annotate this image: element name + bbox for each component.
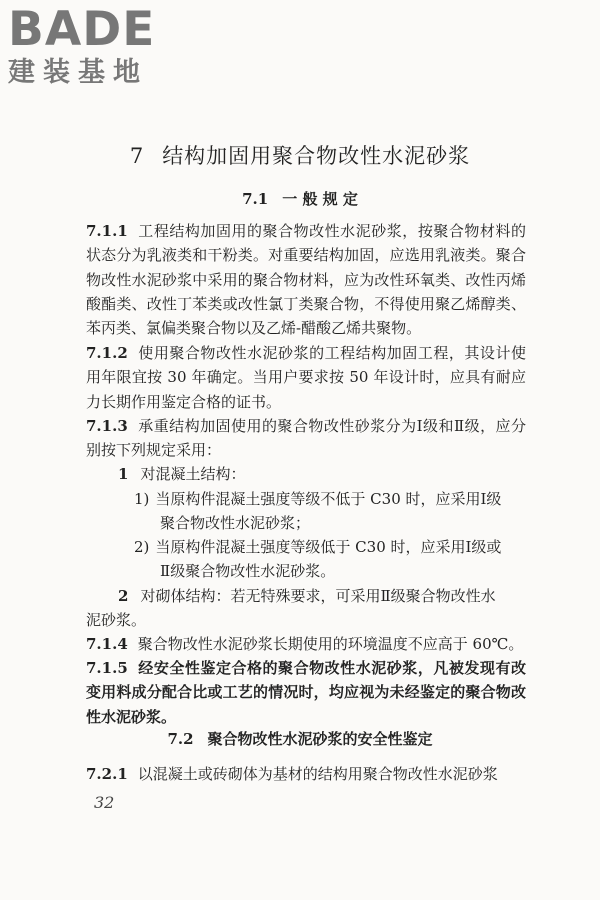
item-label: 2) [134,538,150,556]
section-number: 7.1 [242,190,269,208]
logo-letters: BADE [8,2,156,57]
list-item-1-2 [134,535,501,559]
item-text-line1: 对砌体结构：若无特殊要求，可采用Ⅱ级聚合物改性水 [140,587,496,605]
chapter-number: 7 [129,144,145,168]
clause-number: 7.2.1 [86,765,128,783]
item-text-line1: 当原构件混凝土强度等级不低于 C30 时，应采用Ⅰ级 [155,490,502,508]
section-title: 聚合物改性水泥砂浆的安全性鉴定 [207,730,433,748]
clause-text: 工程结构加固用的聚合物改性水泥砂浆，按聚合物材料的状态分为乳液类和干粉类。对重要结构加固，应选用乳液类。聚合物改性水泥砂浆中采用的聚合物材料，应为改性环氧类、改性丙烯酸酯类、改性丁苯类或改性氯丁类聚合物，不得使用聚乙烯醇类、苯丙类、氯偏类聚合物以及乙烯-醋酸乙烯共聚物。 [86,222,526,338]
clause-text: 使用聚合物改性水泥砂浆的工程结构加固工程，其设计使用年限宜按 30 年确定。当用户要求按 50 年设计时，应具有耐应力长期作用鉴定合格的证书。 [86,344,526,411]
list-item-2-cont [86,608,146,632]
clause-text: 承重结构加固使用的聚合物改性砂浆分为Ⅰ级和Ⅱ级，应分别按下列规定采用： [86,417,526,460]
clause-text: 聚合物改性水泥砂浆长期使用的环境温度不应高于 60℃。 [137,635,524,653]
clause-7-1-5 [86,656,526,729]
section-number: 7.2 [167,730,194,748]
item-text-line2: 泥砂浆。 [86,611,147,629]
list-item-1 [118,462,245,486]
clause-number: 7.1.4 [86,635,128,653]
clause-text: 经安全性鉴定合格的聚合物改性水泥砂浆，凡被发现有改变用料成分配合比或工艺的情况时，均应视为未经鉴定的聚合物改性水泥砂浆。 [86,659,526,726]
section-heading-7-2 [0,728,600,749]
item-label: 1 [118,465,129,483]
item-text-line2: Ⅱ级聚合物改性水泥砂浆。 [160,562,336,580]
logo-subtitle: 建装基地 [8,57,148,88]
bade-logo [8,2,178,90]
chapter-title [0,140,600,170]
clause-7-1-4 [86,632,526,656]
chapter-title-text: 结构加固用聚合物改性水泥砂浆 [162,144,471,168]
list-item-2 [118,584,496,608]
clause-text: 以混凝土或砖砌体为基材的结构用聚合物改性水泥砂浆 [137,765,498,783]
clause-7-1-1 [86,219,526,340]
clause-7-1-3 [86,414,526,463]
item-label: 2 [118,587,129,605]
list-item-1-2-cont [160,559,335,583]
item-label: 1) [134,490,150,508]
clause-number: 7.1.5 [86,659,128,677]
list-item-1-1-cont [160,511,310,535]
clause-number: 7.1.2 [86,344,128,362]
clause-number: 7.1.1 [86,222,128,240]
item-text-line2: 聚合物改性水泥砂浆； [160,514,311,532]
item-text-line1: 当原构件混凝土强度等级低于 C30 时，应采用Ⅰ级或 [155,538,502,556]
section-heading-7-1 [0,188,600,209]
clause-number: 7.1.3 [86,417,128,435]
clause-7-2-1 [86,762,526,786]
list-item-1-1 [134,487,501,511]
clause-7-1-2 [86,341,526,414]
page-number: 32 [94,793,115,812]
section-title: 一 般 规 定 [282,190,358,208]
item-text: 对混凝土结构： [140,465,246,483]
